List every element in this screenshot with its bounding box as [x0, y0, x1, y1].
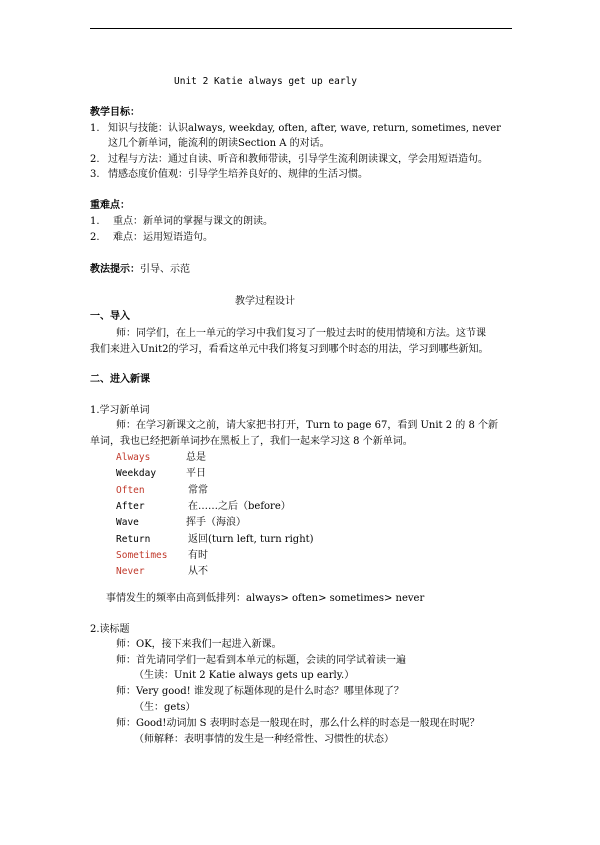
method-label: 教法提示：	[90, 264, 140, 275]
vocab-word: Never	[116, 566, 145, 578]
key-point-number: 2.	[90, 232, 100, 243]
vocab-meaning: 返回(turn left, turn right)	[188, 533, 314, 545]
section2-heading: 二、进入新课	[90, 374, 150, 385]
vocab-meaning: 挥手（海浪）	[186, 517, 246, 529]
frequency-order: 事情发生的频率由高到低排列：always> often> sometimes> never	[106, 593, 425, 604]
vocab-meaning: 常常	[188, 484, 208, 496]
vocab-meaning: 有时	[188, 549, 208, 561]
sub-heading-vocab: 1.学习新单词	[90, 405, 150, 416]
vocab-word: Weekday	[116, 468, 157, 480]
sub-heading-title: 2.读标题	[90, 624, 130, 635]
goal-number: 1.	[90, 123, 100, 134]
vocab-intro-line1: 师：在学习新课文之前，请大家把书打开，Turn to page 67，看到 Unit 2 的 8 个新	[116, 420, 499, 431]
vocab-word: Sometimes	[116, 549, 168, 561]
vocab-meaning: 平日	[186, 468, 206, 480]
vocab-word: Return	[116, 533, 151, 545]
goal-item-2: 过程与方法：通过自读、听音和教师带读，引导学生流利朗读课文，学会用短语造句。	[108, 154, 488, 165]
document-title: Unit 2 Katie always get up early	[174, 76, 358, 87]
section1-line2: 我们来进入Unit2的学习，看看这单元中我们将复习到哪个时态的用法，学习到哪些新知。	[90, 344, 489, 355]
vocab-word: After	[116, 500, 145, 512]
dialog-line: 师：Good!动词加 S 表明时态是一般现在时，那么什么样的时态是一般现在时呢？	[116, 718, 480, 729]
dialog-line: （生：gets）	[134, 702, 196, 713]
goal-item-3: 情感态度价值观：引导学生培养良好的、规律的生活习惯。	[108, 169, 368, 180]
vocab-word: Often	[116, 484, 145, 496]
method-line	[90, 263, 190, 277]
dialog-line: （生读：Unit 2 Katie always gets up early.）	[134, 670, 355, 681]
section1-heading: 一、导入	[90, 311, 130, 322]
method-text: 引导、示范	[140, 264, 190, 275]
dialog-line: （师解释：表明事情的发生是一种经常性、习惯性的状态）	[134, 734, 394, 745]
key-points-heading: 重难点：	[90, 200, 130, 211]
vocab-meaning: 总是	[186, 452, 206, 463]
goal-number: 2.	[90, 154, 100, 165]
goal-item-1-line2: 这几个新单词，能流利的朗读Section A 的对话。	[108, 138, 330, 149]
vocab-meaning: 从不	[188, 566, 208, 578]
goal-number: 3.	[90, 169, 100, 180]
process-title: 教学过程设计	[235, 296, 295, 307]
vocab-word: Always	[116, 452, 151, 463]
dialog-line: 师：OK，接下来我们一起进入新课。	[116, 639, 282, 650]
key-point-1: 重点：新单词的掌握与课文的朗读。	[113, 216, 273, 227]
vocab-word: Wave	[116, 517, 139, 529]
section1-line1: 师：同学们，在上一单元的学习中我们复习了一般过去时的使用情境和方法。这节课	[116, 328, 486, 339]
dialog-line: 师：Very good! 谁发现了标题体现的是什么时态？哪里体现了？	[116, 686, 404, 697]
dialog-line: 师：首先请同学们一起看到本单元的标题，会读的同学试着读一遍	[116, 655, 406, 666]
goals-heading: 教学目标：	[90, 107, 140, 118]
key-point-2: 难点：运用短语造句。	[113, 232, 213, 243]
vocab-intro-line2: 单词，我也已经把新单词抄在黑板上了，我们一起来学习这 8 个新单词。	[90, 436, 413, 447]
key-point-number: 1.	[90, 216, 100, 227]
header-rule	[90, 28, 512, 29]
goal-item-1-line1: 知识与技能：认识always, weekday, often, after, wave, return, sometimes, never	[108, 123, 501, 134]
vocab-meaning: 在……之后（before）	[188, 500, 291, 512]
